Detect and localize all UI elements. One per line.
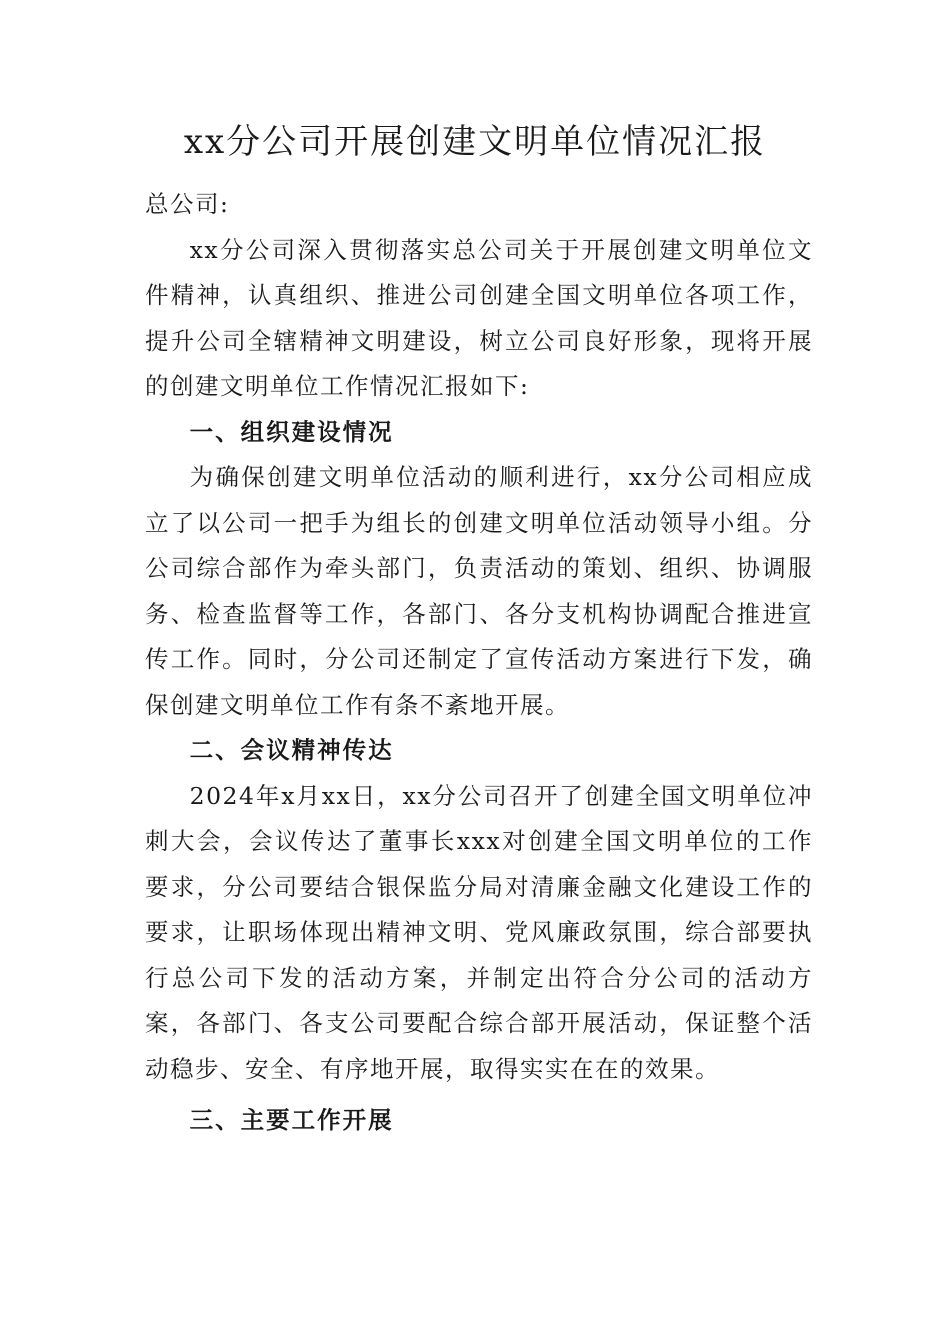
section-heading-2: 二、会议精神传达 — [189, 736, 394, 764]
section-body-1: 为确保创建文明单位活动的顺利进行，xx分公司相应成立了以公司一把手为组长的创建文明单位活动领导小组。分公司综合部作为牵头部门，负责活动的策划、组织、协调服务、检查监督等工作，各部门、各分支机构协调配合推进宣传工作。同时，分公司还制定了宣传活动方案进行下发，确保创建文明单位工作有条不紊地开展。 — [145, 463, 813, 719]
salutation: 总公司: — [145, 190, 230, 218]
section-heading-3: 三、主要工作开展 — [189, 1106, 394, 1134]
document-body — [145, 182, 813, 1144]
intro-paragraph: xx分公司深入贯彻落实总公司关于开展创建文明单位文件精神，认真组织、推进公司创建全国文明单位各项工作，提升公司全辖精神文明建设，树立公司良好形象，现将开展的创建文明单位工作情况汇报如下: — [145, 235, 813, 400]
section-body-2: 2024年x月xx日，xx分公司召开了创建全国文明单位冲刺大会，会议传达了董事长xxx对创建全国文明单位的工作要求，分公司要结合银保监分局对清廉金融文化建设工作的要求，让职场体现出精神文明、党风廉政氛围，综合部要执行总公司下发的活动方案，并制定出符合分公司的活动方案，各部门、各支公司要配合综合部开展活动，保证整个活动稳步、安全、有序地开展，取得实实在在的效果。 — [145, 781, 813, 1083]
section-heading-1: 一、组织建设情况 — [189, 417, 394, 446]
document-title: xx分公司开展创建文明单位情况汇报 — [183, 122, 767, 162]
